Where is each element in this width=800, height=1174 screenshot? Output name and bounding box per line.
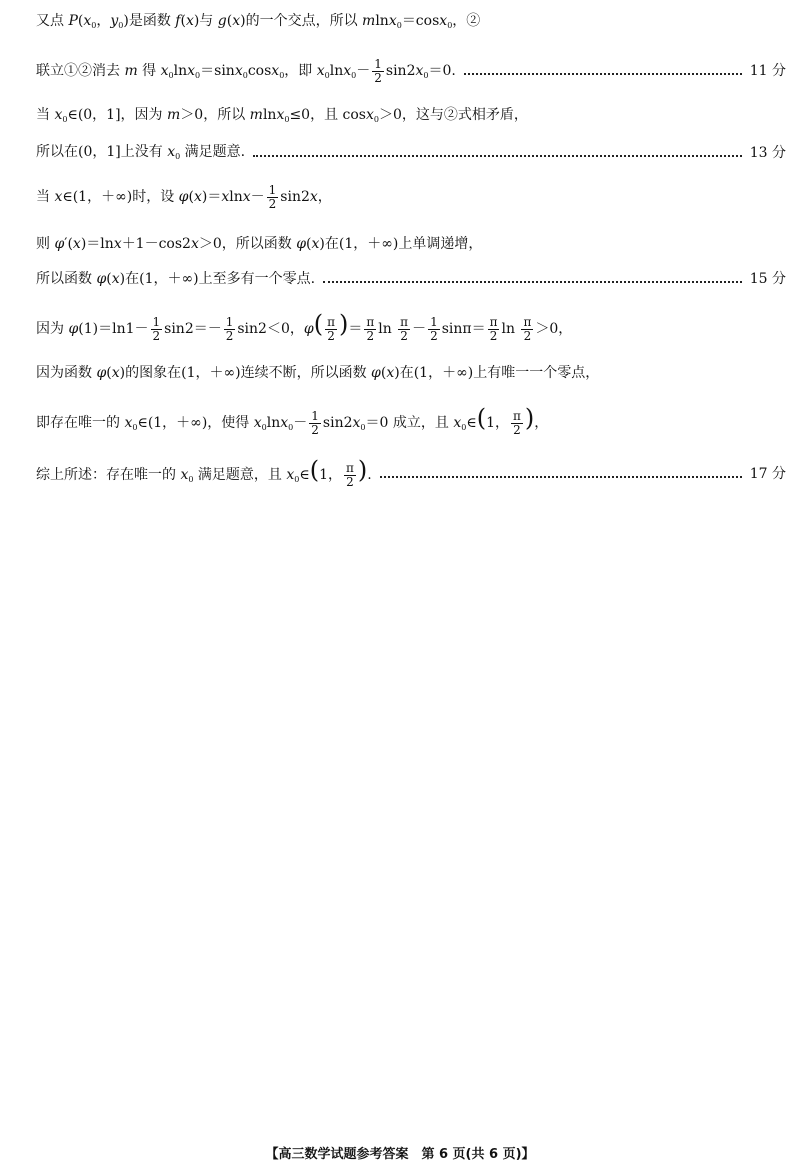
fraction: $\frac{\pi}{2}$ (327, 315, 335, 343)
dotted-leader (323, 281, 742, 283)
solution-text: 当 x∈(1，＋∞)时，设 φ(x)＝xlnx－ $\frac{1}{2}$ sin2x， (36, 182, 332, 211)
solution-text: 因为函数 φ(x)的图象在(1，＋∞)连续不断，所以函数 φ(x)在(1，＋∞)上有唯一一个零点， (36, 365, 600, 381)
solution-text: 因为 φ(1)＝ln1－ $\frac{1}{2}$ sin2＝－ $\frac{1}{2}$ sin2＜0，φ( $\frac{\pi}{2}$ )＝ $\frac{\pi}{2}$ ln $\frac{\pi}{2}$ － $\frac{1}{2}$ sinπ＝ $\frac{\pi}{2}$ ln $\frac{\pi}{2}$ ＞0， (36, 310, 573, 343)
page-footer: 【高三数学试题参考答案 第 6 页(共 6 页)】 (265, 1147, 535, 1162)
score-label: 11 分 (749, 63, 786, 79)
solution-line-3 (36, 108, 786, 124)
fraction: $\frac{1}{2}$ (311, 409, 319, 437)
fraction: $\frac{1}{2}$ (225, 315, 234, 343)
fraction: $\frac{\pi}{2}$ (400, 315, 409, 343)
dotted-leader (253, 155, 742, 157)
solution-text: 联立①②消去 m 得 $x_0\ln x_0=\sin x_0\cos x_0$，即 $x_0\ln x_0-$ $\frac{1}{2}$ $\sin 2x_0=0$. (36, 56, 456, 85)
solution-text: 即存在唯一的 $x_0\in(1$，＋∞)，使得 $x_0\ln x_0-$ $\frac{1}{2}$ $\sin 2x_0=0$ 成立，且 $x_0\in(1$， $\frac{\pi}{2}$ )， (36, 404, 549, 437)
solution-text: 又点 $P(x_0$，$y_0$)是函数 f(x)与 g(x)的一个交点，所以 mlnx$_0$＝cosx$_0$，② (36, 13, 481, 30)
solution-line-5 (36, 184, 786, 210)
dotted-leader (380, 476, 742, 478)
solution-line-11 (36, 458, 786, 490)
score-label: 13 分 (749, 145, 786, 161)
solution-line-6 (36, 237, 786, 251)
solution-line-10 (36, 406, 786, 438)
solution-line-9 (36, 366, 786, 380)
dotted-leader (464, 73, 742, 75)
fraction: $\frac{\pi}{2}$ (346, 461, 354, 489)
fraction: $\frac{\pi}{2}$ (489, 315, 498, 343)
fraction: $\frac{1}{2}$ (430, 315, 438, 343)
fraction: $\frac{1}{2}$ (374, 56, 382, 85)
solution-line-4 (36, 145, 786, 161)
solution-text: 当 $x_0\in(0$，1]，因为 m＞0，所以 mlnx$_0$≤0，且 cosx$_0$＞0，这与②式相矛盾， (36, 107, 528, 124)
solution-text: 综上所述：存在唯一的 $x_0$ 满足题意，且 $x_0\in(1$， $\frac{\pi}{2}$ ). (36, 456, 372, 489)
fraction: $\frac{\pi}{2}$ (512, 409, 521, 437)
solution-text: 则 φ′(x)＝lnx＋1－cos2x＞0，所以函数 φ(x)在(1，＋∞)上单调递增， (36, 236, 483, 252)
solution-line-1 (36, 14, 786, 30)
solution-line-2 (36, 56, 786, 85)
fraction: $\frac{\pi}{2}$ (523, 315, 532, 343)
solution-line-7 (36, 272, 786, 286)
solution-line-8 (36, 310, 786, 343)
fraction: $\frac{\pi}{2}$ (366, 315, 375, 343)
solution-text: 所以在(0，1]上没有 $x_0$ 满足题意. (36, 144, 246, 161)
fraction: $\frac{1}{2}$ (268, 182, 277, 211)
fraction: $\frac{1}{2}$ (152, 315, 161, 343)
solution-text: 所以函数 φ(x)在(1，＋∞)上至多有一个零点. (36, 271, 316, 287)
score-label: 15 分 (749, 271, 786, 287)
score-label: 17 分 (749, 466, 786, 482)
